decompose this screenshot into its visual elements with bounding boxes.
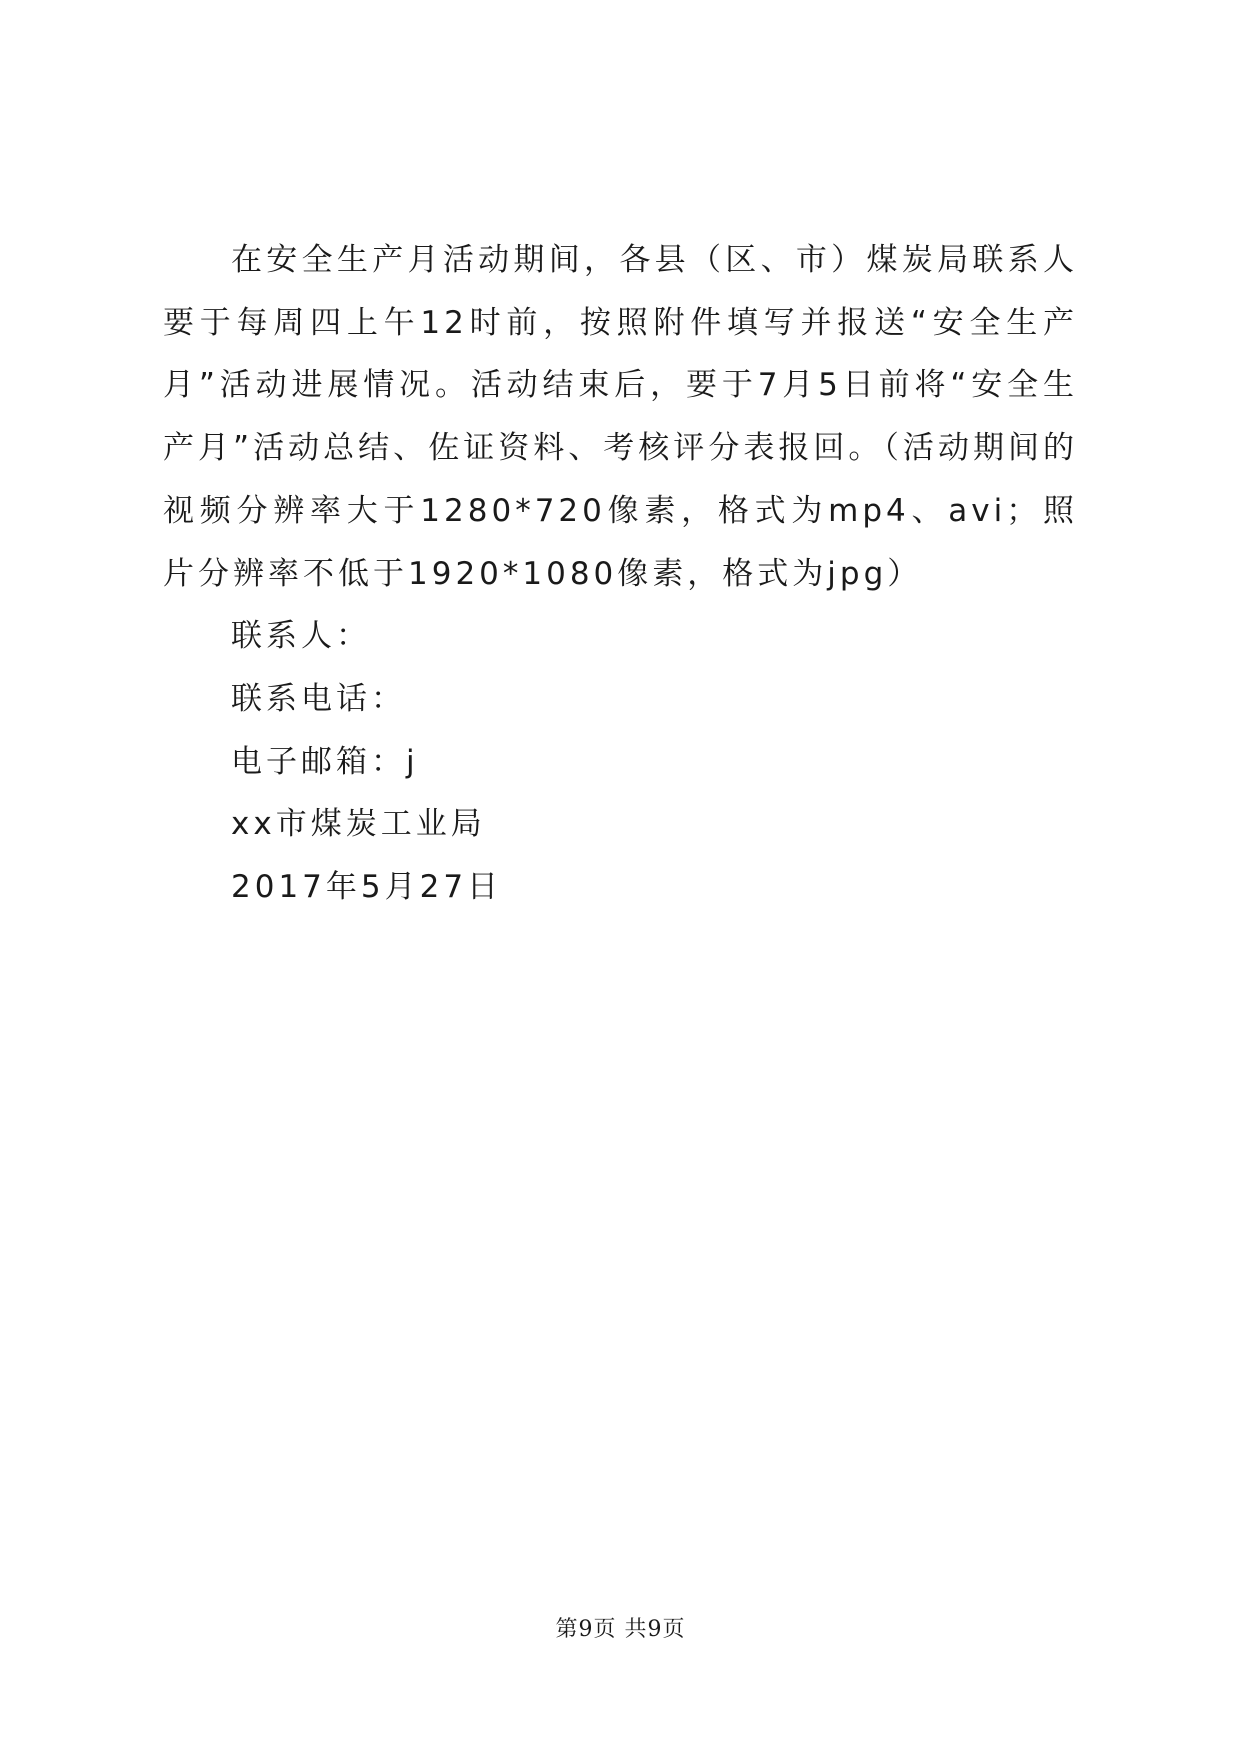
email-line: 电子邮箱：j [231, 743, 419, 780]
document-body [163, 229, 1078, 919]
contact-person-line: 联系人： [231, 618, 371, 655]
issuer-line: xx市煤炭工业局 [231, 806, 486, 843]
page-footer: 第9页 共9页 [555, 1617, 686, 1642]
contact-phone-line: 联系电话： [231, 680, 406, 717]
main-paragraph: 在安全生产月活动期间，各县（区、市）煤炭局联系人要于每周四上午12时前，按照附件填写并报送“安全生产月”活动进展情况。活动结束后，要于7月5日前将“安全生产月”活动总结、佐证资料、考核评分表报回。（活动期间的视频分辨率大于1280*720像素，格式为mp4、avi；照片分辨率不低于1920*1080像素，格式为jpg） [163, 242, 1078, 592]
date-line: 2017年5月27日 [231, 869, 503, 906]
